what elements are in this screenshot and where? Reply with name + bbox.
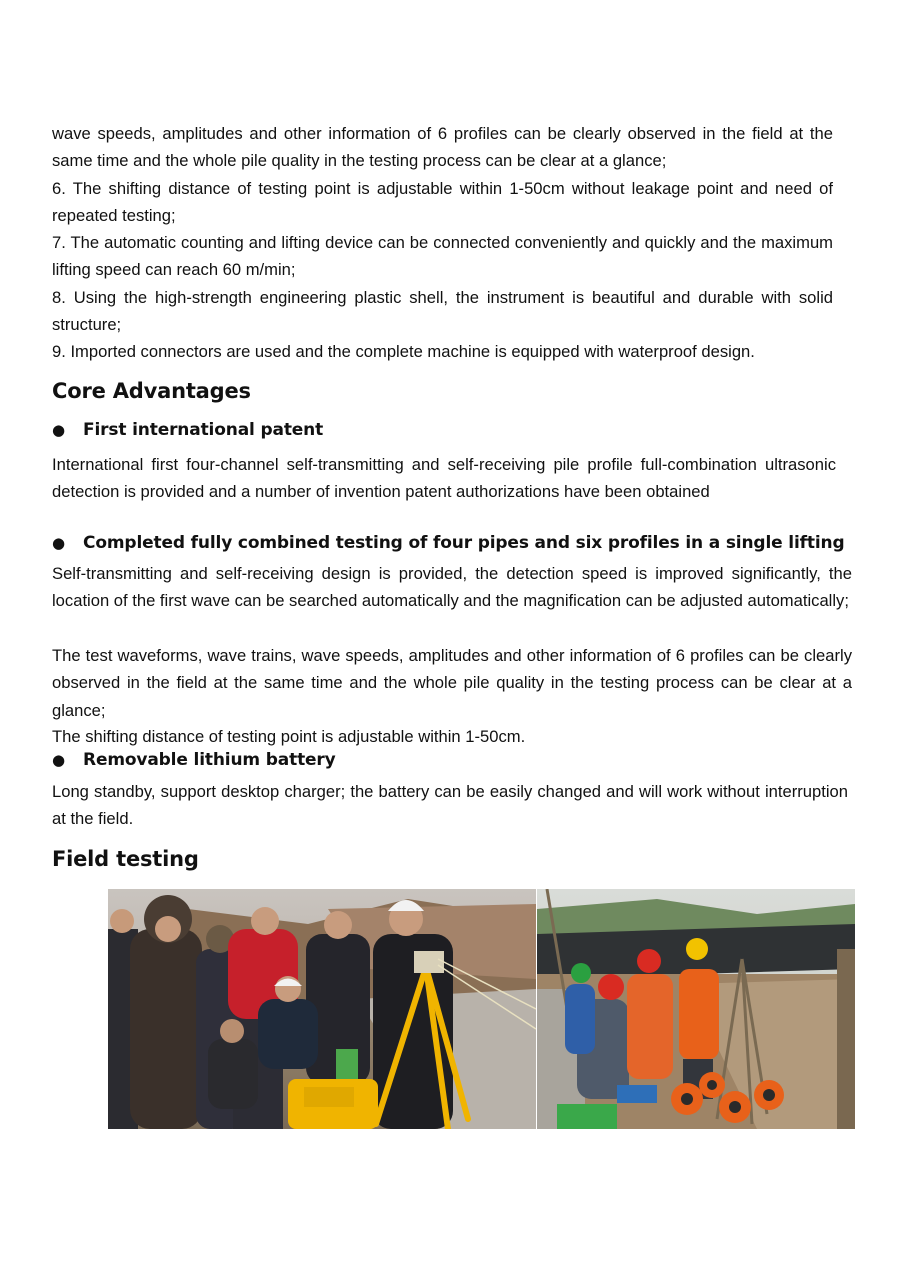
field-photo-team-tripod bbox=[108, 889, 536, 1129]
intro-paragraph: wave speeds, amplitudes and other information of 6 profiles can be clearly observed in the field at the same time and the whole pile quality in the testing process can be clear at a glance; bbox=[52, 124, 833, 171]
feature-item-8: 8. Using the high-strength engineering plastic shell, the instrument is beautiful and durable with solid structure; bbox=[52, 288, 833, 335]
bullet-dot-icon: ● bbox=[52, 421, 65, 439]
field-photo-reels bbox=[537, 889, 855, 1129]
bullet-lithium-battery bbox=[52, 750, 336, 770]
section-heading-core-advantages: Core Advantages bbox=[52, 379, 251, 403]
bullet-title: Completed fully combined testing of four pipes and six profiles in a single lifting bbox=[83, 533, 845, 553]
bullet-combined-testing bbox=[52, 533, 845, 553]
bullet-title: Removable lithium battery bbox=[83, 750, 336, 770]
combined-paragraph-1: Self-transmitting and self-receiving design is provided, the detection speed is improved significantly, the location of the first wave can be searched automatically and the magnification can be adjusted automatically; bbox=[52, 564, 852, 611]
section-heading-field-testing: Field testing bbox=[52, 847, 199, 871]
bullet-dot-icon: ● bbox=[52, 534, 65, 552]
bullet-title: First international patent bbox=[83, 420, 324, 440]
combined-paragraph-2: The test waveforms, wave trains, wave speeds, amplitudes and other information of 6 profiles can be clearly observed in the field at the same time and the whole pile quality in the testing process can be clear at a glance; bbox=[52, 646, 852, 720]
feature-item-6: 6. The shifting distance of testing point is adjustable within 1-50cm without leakage point and need of repeated testing; bbox=[52, 179, 833, 226]
bullet-first-patent bbox=[52, 420, 323, 440]
battery-paragraph: Long standby, support desktop charger; the battery can be easily changed and will work without interruption at the field. bbox=[52, 782, 848, 829]
bullet-dot-icon: ● bbox=[52, 751, 65, 769]
combined-paragraph-3: The shifting distance of testing point is adjustable within 1-50cm. bbox=[52, 727, 526, 746]
patent-paragraph: International first four-channel self-transmitting and self-receiving pile profile full-combination ultrasonic detection is provided and a number of invention patent authorizations have been obtained bbox=[52, 455, 836, 502]
feature-item-7: 7. The automatic counting and lifting device can be connected conveniently and quickly and the maximum lifting speed can reach 60 m/min; bbox=[52, 233, 833, 280]
feature-item-9: 9. Imported connectors are used and the complete machine is equipped with waterproof design. bbox=[52, 342, 755, 361]
